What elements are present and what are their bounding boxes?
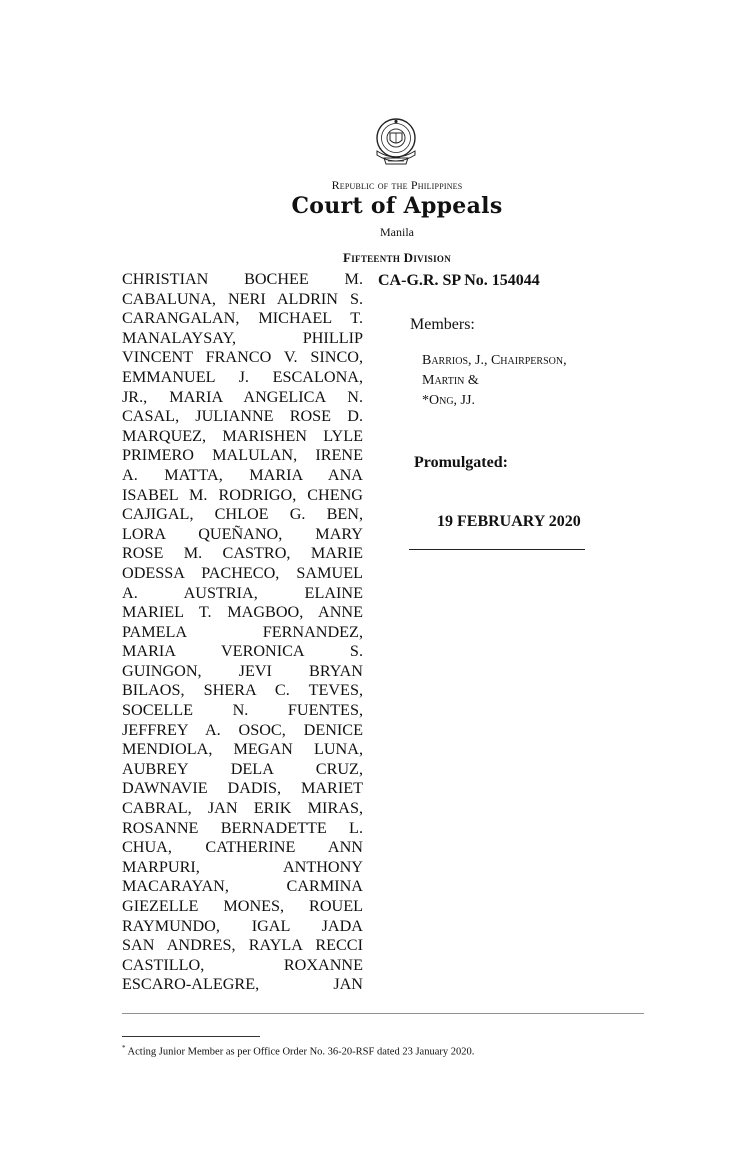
party-line: CABALUNA, NERI ALDRIN S.	[122, 289, 363, 308]
party-line: MARPURI, ANTHONY	[122, 857, 363, 876]
party-line: A. MATTA, MARIA ANA	[122, 465, 363, 484]
party-line: RAYMUNDO, IGAL JADA	[122, 916, 363, 935]
justice-member-acting: *Ong, JJ.	[422, 393, 475, 408]
division-heading: Fifteenth Division	[342, 250, 451, 265]
party-line: CASAL, JULIANNE ROSE D.	[122, 407, 363, 426]
party-line: MARIA VERONICA S.	[122, 642, 363, 661]
party-line: MENDIOLA, MEGAN LUNA,	[122, 740, 363, 759]
party-line: AUBREY DELA CRUZ,	[122, 759, 363, 778]
party-line: CHRISTIAN BOCHEE M.	[122, 270, 363, 288]
petitioners-list	[122, 270, 363, 995]
party-line: GUINGON, JEVI BRYAN	[122, 661, 363, 680]
court-name-heading: Court of Appeals	[291, 193, 503, 219]
party-line: CARANGALAN, MICHAEL T.	[122, 309, 363, 328]
party-line: VINCENT FRANCO V. SINCO,	[122, 348, 363, 367]
party-line: GIEZELLE MONES, ROUEL	[122, 897, 363, 915]
party-line: EMMANUEL J. ESCALONA,	[122, 367, 363, 386]
footnote-rule	[122, 1036, 260, 1037]
party-line: PRIMERO MALULAN, IRENE	[122, 446, 363, 465]
party-line: SOCELLE N. FUENTES,	[122, 701, 363, 720]
party-line: CABRAL, JAN ERIK MIRAS,	[122, 799, 363, 818]
party-line: SAN ANDRES, RAYLA RECCI	[122, 936, 363, 955]
members-label: Members:	[410, 316, 475, 333]
party-line: MARQUEZ, MARISHEN LYLE	[122, 426, 363, 445]
footnote-text: Acting Junior Member as per Office Order No. 36-20-RSF dated 23 January 2020.	[125, 1046, 475, 1058]
party-line: CHUA, CATHERINE ANN	[122, 838, 363, 857]
justice-member: Martin &	[422, 373, 479, 388]
page-divider	[122, 1013, 644, 1014]
party-line: ESCARO-ALEGRE, JAN	[122, 975, 363, 994]
republic-heading: Republic of the Philippines	[331, 178, 463, 192]
footnote-marker: *	[122, 1044, 126, 1052]
court-seal-emblem	[370, 117, 422, 175]
party-line: CASTILLO, ROXANNE	[122, 955, 363, 974]
footnote	[122, 1044, 474, 1058]
case-number: CA-G.R. SP No. 154044	[378, 272, 540, 289]
party-line: JR., MARIA ANGELICA N.	[122, 387, 363, 406]
party-line: MARIEL T. MAGBOO, ANNE	[122, 603, 363, 622]
city-heading: Manila	[380, 225, 414, 239]
party-line: ODESSA PACHECO, SAMUEL	[122, 563, 363, 582]
party-line: LORA QUEÑANO, MARY	[122, 524, 363, 543]
party-line: ROSE M. CASTRO, MARIE	[122, 544, 363, 563]
justice-chairperson: Barrios, J., Chairperson,	[422, 353, 567, 368]
party-line: ROSANNE BERNADETTE L.	[122, 818, 363, 837]
party-line: PAMELA FERNANDEZ,	[122, 622, 363, 641]
promulgation-signature-line	[409, 549, 585, 550]
party-line: MANALAYSAY, PHILLIP	[122, 328, 363, 347]
promulgated-date: 19 FEBRUARY 2020	[437, 513, 581, 530]
party-line: BILAOS, SHERA C. TEVES,	[122, 681, 363, 700]
party-line: DAWNAVIE DADIS, MARIET	[122, 779, 363, 798]
party-line: MACARAYAN, CARMINA	[122, 877, 363, 896]
party-line: JEFFREY A. OSOC, DENICE	[122, 720, 363, 739]
party-line: A. AUSTRIA, ELAINE	[122, 583, 363, 602]
party-line: ISABEL M. RODRIGO, CHENG	[122, 485, 363, 504]
party-line: CAJIGAL, CHLOE G. BEN,	[122, 505, 363, 524]
promulgated-label: Promulgated:	[414, 454, 508, 471]
